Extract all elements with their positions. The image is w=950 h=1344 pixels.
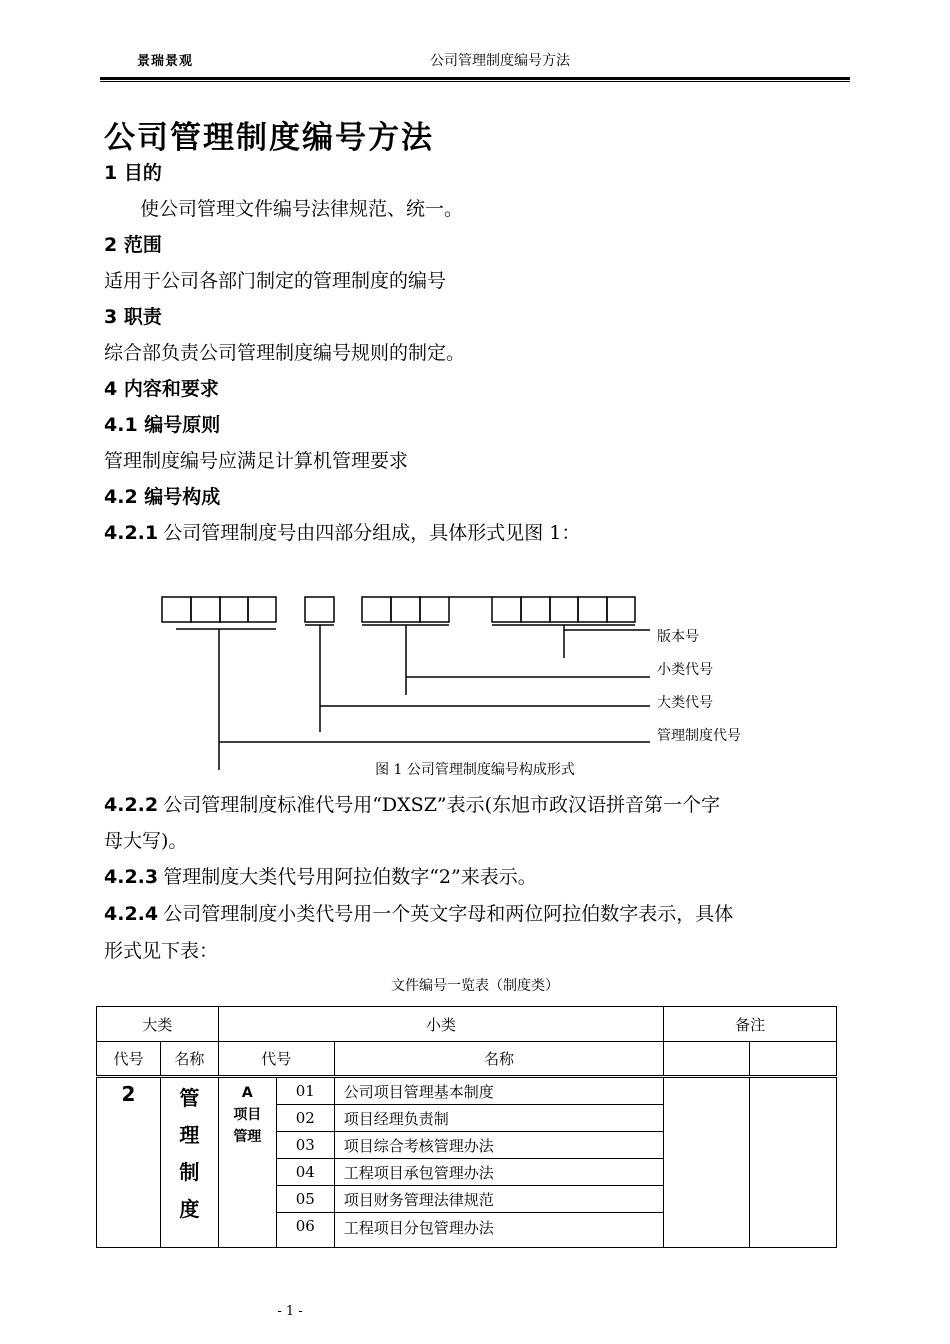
row-code: 03: [276, 1132, 334, 1159]
section-4-1-text: 管理制度编号应满足计算机管理要求: [104, 450, 409, 472]
section-4-2-1-text: 公司管理制度号由四部分组成，具体形式见图 1：: [163, 522, 581, 544]
major-box: [305, 597, 334, 622]
header-minor-name: 名称: [334, 1042, 664, 1077]
row-name: 工程项目分包管理办法: [334, 1213, 664, 1248]
version-box: [550, 597, 578, 622]
minor-box: [420, 597, 449, 622]
major-name-cell: [160, 1077, 218, 1248]
row-code: 04: [276, 1159, 334, 1186]
major-name-char: 管: [179, 1086, 200, 1110]
version-box: [607, 597, 635, 622]
page-title: 公司管理制度编号方法: [104, 120, 434, 156]
section-4-2-1-number: 4.2.1: [104, 522, 159, 544]
header-minor-code: 代号: [218, 1042, 334, 1077]
section-3-text: 综合部负责公司管理制度编号规则的制定。: [104, 342, 466, 364]
section-4-2-2-text: 公司管理制度标准代号用“DXSZ”表示(东旭市政汉语拼音第一个字: [163, 794, 721, 816]
section-2-text: 适用于公司各部门制定的管理制度的编号: [104, 270, 447, 292]
row-name: 公司项目管理基本制度: [334, 1077, 664, 1105]
remark-cell: [750, 1077, 837, 1248]
label-major-code: 大类代号: [657, 695, 713, 711]
row-name: 项目财务管理法律规范: [334, 1186, 664, 1213]
document-number-table: [96, 1006, 837, 1248]
section-2-heading: 2 范围: [104, 234, 162, 256]
row-code: 02: [276, 1105, 334, 1132]
table-caption: 文件编号一览表（制度类）: [391, 978, 559, 994]
section-3-heading: 3 职责: [104, 306, 162, 328]
code-box: [220, 597, 248, 622]
header-rule: [100, 77, 850, 82]
section-4-2-2: [104, 790, 720, 817]
figure-caption: 图 1 公司管理制度编号构成形式: [375, 762, 575, 778]
major-name-char: 度: [179, 1197, 200, 1221]
header-remark: 备注: [664, 1007, 837, 1042]
row-code: 01: [276, 1077, 334, 1105]
section-1-text: 使公司管理文件编号法律规范、统一。: [140, 198, 464, 220]
minor-box: [391, 597, 420, 622]
row-name: 项目经理负责制: [334, 1105, 664, 1132]
numbering-structure-figure: [0, 580, 950, 785]
page-number: - 1 -: [277, 1304, 303, 1319]
major-name-char: 理: [179, 1123, 200, 1147]
label-minor-code: 小类代号: [657, 662, 713, 678]
version-box: [492, 597, 521, 622]
category-name: 管理: [233, 1129, 262, 1145]
section-4-2-heading: 4.2 编号构成: [104, 486, 221, 508]
label-system-code: 管理制度代号: [657, 728, 741, 744]
section-4-heading: 4 内容和要求: [104, 378, 219, 400]
version-box: [521, 597, 550, 622]
code-box: [162, 597, 191, 622]
section-4-2-4-number: 4.2.4: [104, 903, 159, 925]
row-code: 05: [276, 1186, 334, 1213]
label-version: 版本号: [657, 629, 699, 645]
major-name-char: 制: [179, 1160, 200, 1184]
header-minor: 小类: [218, 1007, 663, 1042]
section-4-2-2-text-cont: 母大写)。: [104, 830, 188, 852]
header-doc-title: 公司管理制度编号方法: [430, 53, 570, 69]
header-company: 景瑞景观: [137, 54, 194, 69]
remark-cell: [750, 1042, 837, 1077]
header-major-code: 代号: [97, 1042, 161, 1077]
section-4-2-3-number: 4.2.3: [104, 866, 159, 888]
category-cell: [218, 1077, 276, 1248]
section-4-2-2-number: 4.2.2: [104, 794, 159, 816]
header-major: 大类: [97, 1007, 219, 1042]
row-name: 工程项目承包管理办法: [334, 1159, 664, 1186]
section-4-2-4-text: 公司管理制度小类代号用一个英文字母和两位阿拉伯数字表示，具体: [163, 903, 734, 925]
section-4-2-1: [104, 518, 580, 545]
category-letter: A: [241, 1085, 253, 1101]
code-box: [248, 597, 276, 622]
version-box: [578, 597, 607, 622]
header-major-name: 名称: [160, 1042, 218, 1077]
code-box: [191, 597, 220, 622]
section-1-heading: 1 目的: [104, 162, 162, 184]
major-code-cell: 2: [97, 1077, 161, 1248]
remark-cell: [664, 1042, 750, 1077]
row-code: 06: [276, 1213, 334, 1248]
section-4-2-3: [104, 862, 537, 889]
minor-box: [362, 597, 391, 622]
remark-cell: [664, 1077, 750, 1248]
section-4-2-3-text: 管理制度大类代号用阿拉伯数字“2”来表示。: [163, 866, 537, 888]
section-4-2-4: [104, 899, 733, 926]
section-4-1-heading: 4.1 编号原则: [104, 414, 221, 436]
category-name: 项目: [233, 1107, 262, 1123]
row-name: 项目综合考核管理办法: [334, 1132, 664, 1159]
section-4-2-4-text-cont: 形式见下表：: [104, 940, 219, 962]
